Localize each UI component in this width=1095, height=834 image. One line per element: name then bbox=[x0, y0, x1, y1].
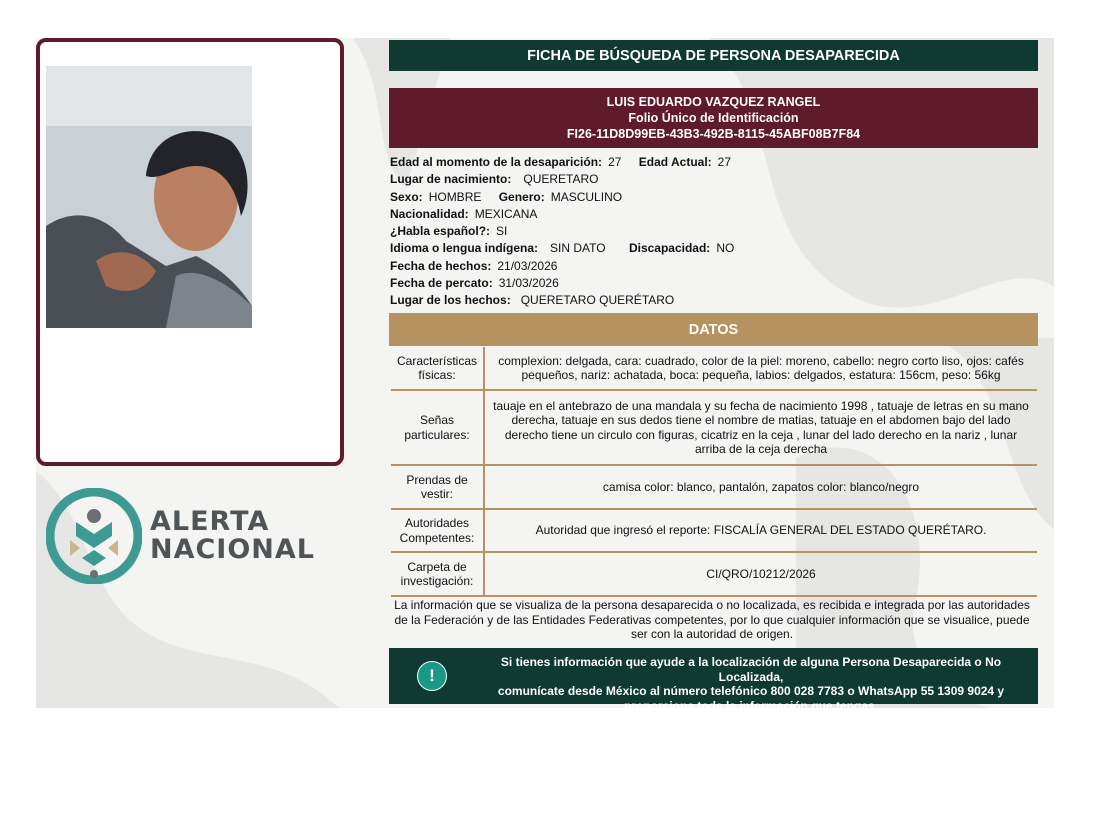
folio-value: FI26-11D8D99EB-43B3-492B-8115-45ABF08B7F84 bbox=[566, 127, 861, 141]
person-photo bbox=[46, 66, 252, 328]
row-value: Autoridad que ingresó el reporte: FISCALÍA GENERAL DEL ESTADO QUERÉTARO. bbox=[484, 509, 1037, 552]
fact-row bbox=[390, 171, 1030, 188]
fact-label: Sexo: bbox=[390, 189, 423, 204]
fact-label: Idioma o lengua indígena: bbox=[390, 241, 539, 256]
alerta-nacional-emblem-icon bbox=[46, 488, 142, 584]
contact-line-1: Si tienes información que ayude a la localización de alguna Persona Desaparecida o No Localizada, bbox=[500, 655, 1002, 684]
fact-value: HOMBRE bbox=[428, 189, 482, 204]
person-header bbox=[389, 88, 1038, 148]
facts-list bbox=[390, 154, 1030, 310]
page-title: FICHA DE BÚSQUEDA DE PERSONA DESAPARECIDA bbox=[389, 40, 1038, 71]
row-value: tauaje en el antebrazo de una mandala y su fecha de nacimiento 1998 , tatuaje de letras en su mano derecha, tatuaje en sus dedos tiene el nombre de matias, tatuaje en el abdomen bajo del lado derecho tiene un circulo con figuras, cicatriz en la ceja , lunar del lado derecho en la nariz , lunar arriba de la ceja derecha bbox=[484, 390, 1037, 465]
row-label: Autoridades Competentes: bbox=[391, 509, 484, 552]
row-label: Prendas de vestir: bbox=[391, 465, 484, 509]
logo-wordmark bbox=[150, 508, 315, 564]
fact-value: SIN DATO bbox=[550, 241, 606, 256]
row-value: complexion: delgada, cara: cuadrado, color de la piel: moreno, cabello: negro corto liso, ojos: cafés pequeños, nariz: achatada, boca: pequeña, labios: delgados, estatura: 156cm, peso: 56kg bbox=[484, 347, 1037, 390]
row-value: CI/QRO/10212/2026 bbox=[484, 552, 1037, 596]
fact-row bbox=[390, 240, 1030, 257]
fact-value: MASCULINO bbox=[550, 189, 623, 204]
fact-value: 31/03/2026 bbox=[498, 276, 559, 291]
fact-value: MEXICANA bbox=[474, 206, 538, 221]
contact-info-bar bbox=[389, 648, 1038, 713]
fact-label: Edad al momento de la desaparición: bbox=[390, 155, 603, 169]
fact-value: 27 bbox=[717, 155, 732, 169]
fact-label: Edad Actual: bbox=[638, 155, 712, 169]
table-row bbox=[391, 390, 1037, 465]
fact-row bbox=[390, 206, 1030, 223]
table-row bbox=[391, 347, 1037, 390]
fact-value: QUERETARO QUERÉTARO bbox=[520, 293, 675, 308]
fact-label: Genero: bbox=[498, 189, 545, 204]
fact-row bbox=[390, 258, 1030, 275]
fact-label: ¿Habla español?: bbox=[390, 224, 491, 239]
row-label: Características físicas: bbox=[391, 347, 484, 390]
table-row bbox=[391, 465, 1037, 509]
fact-label: Nacionalidad: bbox=[390, 206, 469, 221]
fact-label: Lugar de los hechos: bbox=[390, 293, 511, 308]
fact-label: Discapacidad: bbox=[628, 241, 711, 256]
table-row bbox=[391, 552, 1037, 596]
datos-title: DATOS bbox=[389, 313, 1038, 346]
fact-value: 21/03/2026 bbox=[497, 258, 558, 273]
table-row bbox=[391, 509, 1037, 552]
exclamation-icon: ! bbox=[417, 661, 447, 691]
logo-line-1: ALERTA bbox=[150, 506, 270, 537]
fact-row bbox=[390, 223, 1030, 240]
fact-label: Fecha de hechos: bbox=[390, 258, 492, 273]
contact-info-text bbox=[471, 655, 1031, 713]
fact-row bbox=[390, 154, 1030, 171]
row-label: Señas particulares: bbox=[391, 390, 484, 465]
fact-row bbox=[390, 292, 1030, 309]
fact-value: 27 bbox=[608, 155, 622, 169]
row-label: Carpeta de investigación: bbox=[391, 552, 484, 596]
fact-value: SI bbox=[496, 224, 508, 239]
datos-table bbox=[391, 347, 1037, 597]
contact-line-2: comunícate desde México al número telefónico 800 028 7783 o WhatsApp 55 1309 9024 y bbox=[497, 684, 1005, 698]
contact-line-3: proporciona toda la información que tengas. bbox=[623, 698, 879, 713]
fact-label: Lugar de nacimiento: bbox=[390, 172, 512, 187]
disclaimer-note: La información que se visualiza de la persona desaparecida o no localizada, es recibida e integrada por las autoridades de la Federación y de las Entidades Federativas competentes, por lo que cualquier información que se visualice, puede ser con la autoridad de origen. bbox=[394, 598, 1030, 641]
fact-value: NO bbox=[716, 241, 735, 256]
folio-label: Folio Único de Identificación bbox=[628, 111, 799, 125]
fact-value: QUERETARO bbox=[523, 172, 599, 187]
logo-line-2: NACIONAL bbox=[150, 534, 316, 565]
person-name: LUIS EDUARDO VAZQUEZ RANGEL bbox=[606, 95, 821, 109]
row-value: camisa color: blanco, pantalón, zapatos color: blanco/negro bbox=[484, 465, 1037, 509]
fact-label: Fecha de percato: bbox=[390, 276, 493, 291]
fact-row bbox=[390, 189, 1030, 206]
fact-row bbox=[390, 275, 1030, 292]
